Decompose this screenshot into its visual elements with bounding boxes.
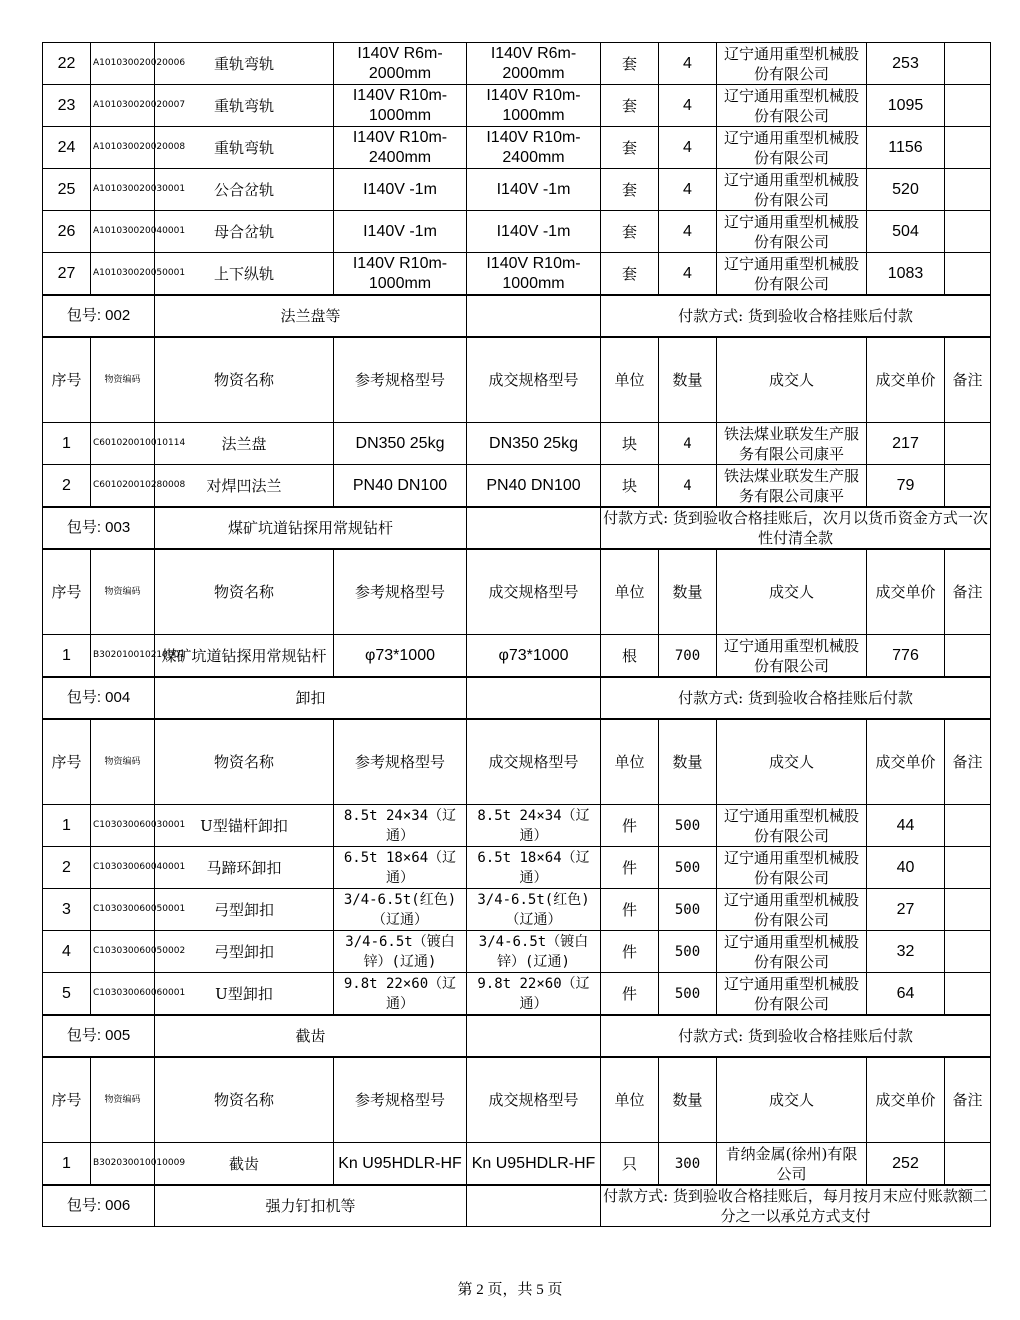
cell-no: 1 <box>43 423 91 465</box>
cell-note <box>945 253 991 296</box>
cell-qty: 500 <box>659 847 717 889</box>
cell-supplier: 辽宁通用重型机械股份有限公司 <box>717 847 867 889</box>
cell-deal-spec: φ73*1000 <box>467 635 601 678</box>
table-row <box>43 43 991 85</box>
table-row <box>43 635 991 678</box>
cell-no: 5 <box>43 973 91 1016</box>
cell-code: A101030020040001 <box>91 211 155 253</box>
cell-supplier: 辽宁通用重型机械股份有限公司 <box>717 805 867 847</box>
cell-no: 4 <box>43 931 91 973</box>
package-title: 法兰盘等 <box>155 295 467 337</box>
header-price: 成交单价 <box>867 1057 945 1143</box>
cell-price: 40 <box>867 847 945 889</box>
cell-qty: 300 <box>659 1143 717 1186</box>
header-qty: 数量 <box>659 549 717 635</box>
cell-qty: 500 <box>659 973 717 1016</box>
cell-note <box>945 1143 991 1186</box>
header-code: 物资编码 <box>91 549 155 635</box>
header-ref-spec: 参考规格型号 <box>334 337 467 423</box>
cell-no: 22 <box>43 43 91 85</box>
cell-unit: 块 <box>601 423 659 465</box>
table-row <box>43 973 991 1016</box>
header-deal-spec: 成交规格型号 <box>467 719 601 805</box>
package-title: 卸扣 <box>155 677 467 719</box>
cell-unit: 套 <box>601 169 659 211</box>
header-price: 成交单价 <box>867 549 945 635</box>
cell-supplier: 辽宁通用重型机械股份有限公司 <box>717 169 867 211</box>
cell-deal-spec: PN40 DN100 <box>467 465 601 508</box>
table-row <box>43 847 991 889</box>
cell-supplier: 肯纳金属(徐州)有限公司 <box>717 1143 867 1186</box>
package-header-row <box>43 507 991 549</box>
cell-supplier: 辽宁通用重型机械股份有限公司 <box>717 127 867 169</box>
cell-name: 截齿 <box>155 1143 334 1186</box>
cell-unit: 根 <box>601 635 659 678</box>
table-row <box>43 423 991 465</box>
cell-unit: 套 <box>601 127 659 169</box>
cell-name: 重轨弯轨 <box>155 43 334 85</box>
cell-qty: 4 <box>659 127 717 169</box>
cell-deal-spec: DN350 25kg <box>467 423 601 465</box>
cell-unit: 块 <box>601 465 659 508</box>
header-deal-spec: 成交规格型号 <box>467 1057 601 1143</box>
cell-deal-spec: I140V -1m <box>467 169 601 211</box>
header-supplier: 成交人 <box>717 1057 867 1143</box>
package-blank <box>467 507 601 549</box>
header-note: 备注 <box>945 337 991 423</box>
cell-unit: 件 <box>601 931 659 973</box>
cell-deal-spec: I140V R10m-2400mm <box>467 127 601 169</box>
payment-terms: 付款方式: 货到验收合格挂账后付款 <box>601 295 991 337</box>
cell-supplier: 辽宁通用重型机械股份有限公司 <box>717 253 867 296</box>
header-price: 成交单价 <box>867 719 945 805</box>
header-supplier: 成交人 <box>717 719 867 805</box>
header-qty: 数量 <box>659 1057 717 1143</box>
cell-ref-spec: Kn U95HDLR-HF <box>334 1143 467 1186</box>
header-ref-spec: 参考规格型号 <box>334 719 467 805</box>
payment-terms: 付款方式: 货到验收合格挂账后，次月以货币资金方式一次性付清全款 <box>601 507 991 549</box>
cell-name: 弓型卸扣 <box>155 931 334 973</box>
table-row <box>43 169 991 211</box>
cell-ref-spec: I140V -1m <box>334 169 467 211</box>
cell-no: 24 <box>43 127 91 169</box>
cell-qty: 4 <box>659 85 717 127</box>
cell-note <box>945 465 991 508</box>
cell-price: 253 <box>867 43 945 85</box>
cell-code: C103030060030001 <box>91 805 155 847</box>
cell-note <box>945 127 991 169</box>
header-unit: 单位 <box>601 719 659 805</box>
package-title: 强力钉扣机等 <box>155 1185 467 1227</box>
cell-code: A101030020020006 <box>91 43 155 85</box>
table-row <box>43 85 991 127</box>
header-name: 物资名称 <box>155 549 334 635</box>
cell-ref-spec: I140V R10m-1000mm <box>334 253 467 296</box>
cell-price: 1095 <box>867 85 945 127</box>
header-no: 序号 <box>43 549 91 635</box>
cell-ref-spec: 3/4-6.5t(红色)（辽通） <box>334 889 467 931</box>
cell-name: 重轨弯轨 <box>155 85 334 127</box>
header-no: 序号 <box>43 719 91 805</box>
package-number: 包号: 006 <box>43 1185 155 1227</box>
cell-qty: 4 <box>659 465 717 508</box>
cell-no: 26 <box>43 211 91 253</box>
cell-note <box>945 85 991 127</box>
cell-no: 2 <box>43 465 91 508</box>
cell-code: A101030020020007 <box>91 85 155 127</box>
cell-price: 79 <box>867 465 945 508</box>
cell-no: 2 <box>43 847 91 889</box>
cell-ref-spec: 6.5t 18×64（辽通） <box>334 847 467 889</box>
cell-supplier: 辽宁通用重型机械股份有限公司 <box>717 635 867 678</box>
cell-deal-spec: I140V -1m <box>467 211 601 253</box>
cell-unit: 套 <box>601 85 659 127</box>
header-supplier: 成交人 <box>717 549 867 635</box>
cell-price: 27 <box>867 889 945 931</box>
cell-note <box>945 973 991 1016</box>
cell-deal-spec: I140V R6m-2000mm <box>467 43 601 85</box>
cell-code: C103030060060001 <box>91 973 155 1016</box>
cell-deal-spec: 3/4-6.5t(红色)（辽通） <box>467 889 601 931</box>
cell-ref-spec: I140V R10m-1000mm <box>334 85 467 127</box>
package-header-row <box>43 1185 991 1227</box>
cell-price: 776 <box>867 635 945 678</box>
cell-supplier: 辽宁通用重型机械股份有限公司 <box>717 889 867 931</box>
cell-qty: 4 <box>659 43 717 85</box>
cell-price: 252 <box>867 1143 945 1186</box>
header-note: 备注 <box>945 719 991 805</box>
cell-qty: 4 <box>659 211 717 253</box>
cell-note <box>945 423 991 465</box>
cell-code: C601020010010114 <box>91 423 155 465</box>
package-blank <box>467 1015 601 1057</box>
column-header-row <box>43 549 991 635</box>
cell-unit: 件 <box>601 805 659 847</box>
header-ref-spec: 参考规格型号 <box>334 1057 467 1143</box>
cell-unit: 套 <box>601 253 659 296</box>
cell-code: B302010010210001 <box>91 635 155 678</box>
table-row <box>43 1143 991 1186</box>
cell-deal-spec: 6.5t 18×64（辽通） <box>467 847 601 889</box>
header-supplier: 成交人 <box>717 337 867 423</box>
cell-note <box>945 889 991 931</box>
cell-name: 重轨弯轨 <box>155 127 334 169</box>
cell-note <box>945 931 991 973</box>
cell-qty: 4 <box>659 169 717 211</box>
cell-unit: 套 <box>601 43 659 85</box>
page-footer: 第 2 页，共 5 页 <box>457 1282 563 1298</box>
table-row <box>43 253 991 296</box>
cell-ref-spec: I140V R6m-2000mm <box>334 43 467 85</box>
cell-unit: 只 <box>601 1143 659 1186</box>
package-title: 煤矿坑道钻探用常规钻杆 <box>155 507 467 549</box>
header-note: 备注 <box>945 1057 991 1143</box>
cell-deal-spec: I140V R10m-1000mm <box>467 253 601 296</box>
cell-unit: 套 <box>601 211 659 253</box>
cell-note <box>945 635 991 678</box>
cell-no: 3 <box>43 889 91 931</box>
cell-price: 520 <box>867 169 945 211</box>
cell-code: C601020010280008 <box>91 465 155 508</box>
procurement-result-table <box>42 42 991 1227</box>
package-blank <box>467 677 601 719</box>
cell-no: 25 <box>43 169 91 211</box>
cell-qty: 500 <box>659 931 717 973</box>
cell-name: 马蹄环卸扣 <box>155 847 334 889</box>
cell-deal-spec: 3/4-6.5t（镀白锌）(辽通) <box>467 931 601 973</box>
cell-deal-spec: Kn U95HDLR-HF <box>467 1143 601 1186</box>
cell-qty: 500 <box>659 805 717 847</box>
header-note: 备注 <box>945 549 991 635</box>
package-title: 截齿 <box>155 1015 467 1057</box>
cell-supplier: 铁法煤业联发生产服务有限公司康平 <box>717 465 867 508</box>
table-row <box>43 931 991 973</box>
cell-price: 217 <box>867 423 945 465</box>
cell-code: A101030020050001 <box>91 253 155 296</box>
cell-ref-spec: 8.5t 24×34（辽通） <box>334 805 467 847</box>
table-row <box>43 127 991 169</box>
package-header-row <box>43 295 991 337</box>
cell-note <box>945 169 991 211</box>
cell-no: 23 <box>43 85 91 127</box>
cell-ref-spec: I140V -1m <box>334 211 467 253</box>
header-unit: 单位 <box>601 1057 659 1143</box>
header-code: 物资编码 <box>91 1057 155 1143</box>
cell-name: 对焊凹法兰 <box>155 465 334 508</box>
cell-supplier: 辽宁通用重型机械股份有限公司 <box>717 931 867 973</box>
header-deal-spec: 成交规格型号 <box>467 337 601 423</box>
cell-qty: 4 <box>659 253 717 296</box>
cell-ref-spec: 9.8t 22×60（辽通） <box>334 973 467 1016</box>
column-header-row <box>43 337 991 423</box>
cell-ref-spec: 3/4-6.5t（镀白锌）(辽通) <box>334 931 467 973</box>
header-deal-spec: 成交规格型号 <box>467 549 601 635</box>
header-name: 物资名称 <box>155 719 334 805</box>
package-number: 包号: 004 <box>43 677 155 719</box>
cell-supplier: 辽宁通用重型机械股份有限公司 <box>717 211 867 253</box>
cell-no: 1 <box>43 1143 91 1186</box>
cell-note <box>945 211 991 253</box>
cell-no: 27 <box>43 253 91 296</box>
table-row <box>43 211 991 253</box>
header-price: 成交单价 <box>867 337 945 423</box>
cell-supplier: 辽宁通用重型机械股份有限公司 <box>717 973 867 1016</box>
cell-ref-spec: φ73*1000 <box>334 635 467 678</box>
header-name: 物资名称 <box>155 1057 334 1143</box>
table-body <box>43 43 991 1227</box>
cell-no: 1 <box>43 805 91 847</box>
cell-name: 公合岔轨 <box>155 169 334 211</box>
cell-name: 煤矿坑道钻探用常规钻杆 <box>155 635 334 678</box>
cell-code: C103030060050002 <box>91 931 155 973</box>
cell-unit: 件 <box>601 889 659 931</box>
cell-deal-spec: 9.8t 22×60（辽通） <box>467 973 601 1016</box>
cell-qty: 500 <box>659 889 717 931</box>
cell-supplier: 铁法煤业联发生产服务有限公司康平 <box>717 423 867 465</box>
cell-unit: 件 <box>601 847 659 889</box>
cell-code: B302030010010009 <box>91 1143 155 1186</box>
package-header-row <box>43 677 991 719</box>
cell-note <box>945 847 991 889</box>
header-code: 物资编码 <box>91 719 155 805</box>
package-number: 包号: 002 <box>43 295 155 337</box>
cell-code: C103030060050001 <box>91 889 155 931</box>
payment-terms: 付款方式: 货到验收合格挂账后付款 <box>601 677 991 719</box>
cell-qty: 700 <box>659 635 717 678</box>
cell-price: 64 <box>867 973 945 1016</box>
cell-ref-spec: I140V R10m-2400mm <box>334 127 467 169</box>
header-unit: 单位 <box>601 337 659 423</box>
package-header-row <box>43 1015 991 1057</box>
payment-terms: 付款方式: 货到验收合格挂账后付款 <box>601 1015 991 1057</box>
cell-price: 1083 <box>867 253 945 296</box>
header-unit: 单位 <box>601 549 659 635</box>
cell-supplier: 辽宁通用重型机械股份有限公司 <box>717 43 867 85</box>
cell-name: 法兰盘 <box>155 423 334 465</box>
table-row <box>43 465 991 508</box>
header-name: 物资名称 <box>155 337 334 423</box>
cell-ref-spec: DN350 25kg <box>334 423 467 465</box>
header-no: 序号 <box>43 337 91 423</box>
cell-code: C103030060040001 <box>91 847 155 889</box>
column-header-row <box>43 1057 991 1143</box>
cell-name: 母合岔轨 <box>155 211 334 253</box>
cell-name: U型锚杆卸扣 <box>155 805 334 847</box>
header-qty: 数量 <box>659 337 717 423</box>
table-row <box>43 805 991 847</box>
cell-price: 504 <box>867 211 945 253</box>
cell-ref-spec: PN40 DN100 <box>334 465 467 508</box>
package-number: 包号: 005 <box>43 1015 155 1057</box>
cell-deal-spec: 8.5t 24×34（辽通） <box>467 805 601 847</box>
cell-name: 上下纵轨 <box>155 253 334 296</box>
cell-deal-spec: I140V R10m-1000mm <box>467 85 601 127</box>
column-header-row <box>43 719 991 805</box>
cell-note <box>945 805 991 847</box>
package-number: 包号: 003 <box>43 507 155 549</box>
cell-code: A101030020030001 <box>91 169 155 211</box>
cell-supplier: 辽宁通用重型机械股份有限公司 <box>717 85 867 127</box>
cell-price: 32 <box>867 931 945 973</box>
header-code: 物资编码 <box>91 337 155 423</box>
cell-name: 弓型卸扣 <box>155 889 334 931</box>
cell-no: 1 <box>43 635 91 678</box>
cell-name: U型卸扣 <box>155 973 334 1016</box>
header-ref-spec: 参考规格型号 <box>334 549 467 635</box>
package-blank <box>467 1185 601 1227</box>
cell-qty: 4 <box>659 423 717 465</box>
header-no: 序号 <box>43 1057 91 1143</box>
table-row <box>43 889 991 931</box>
cell-code: A101030020020008 <box>91 127 155 169</box>
package-blank <box>467 295 601 337</box>
cell-price: 44 <box>867 805 945 847</box>
header-qty: 数量 <box>659 719 717 805</box>
cell-note <box>945 43 991 85</box>
payment-terms: 付款方式: 货到验收合格挂账后，每月按月末应付账款额二分之一以承兑方式支付 <box>601 1185 991 1227</box>
cell-unit: 件 <box>601 973 659 1016</box>
cell-price: 1156 <box>867 127 945 169</box>
